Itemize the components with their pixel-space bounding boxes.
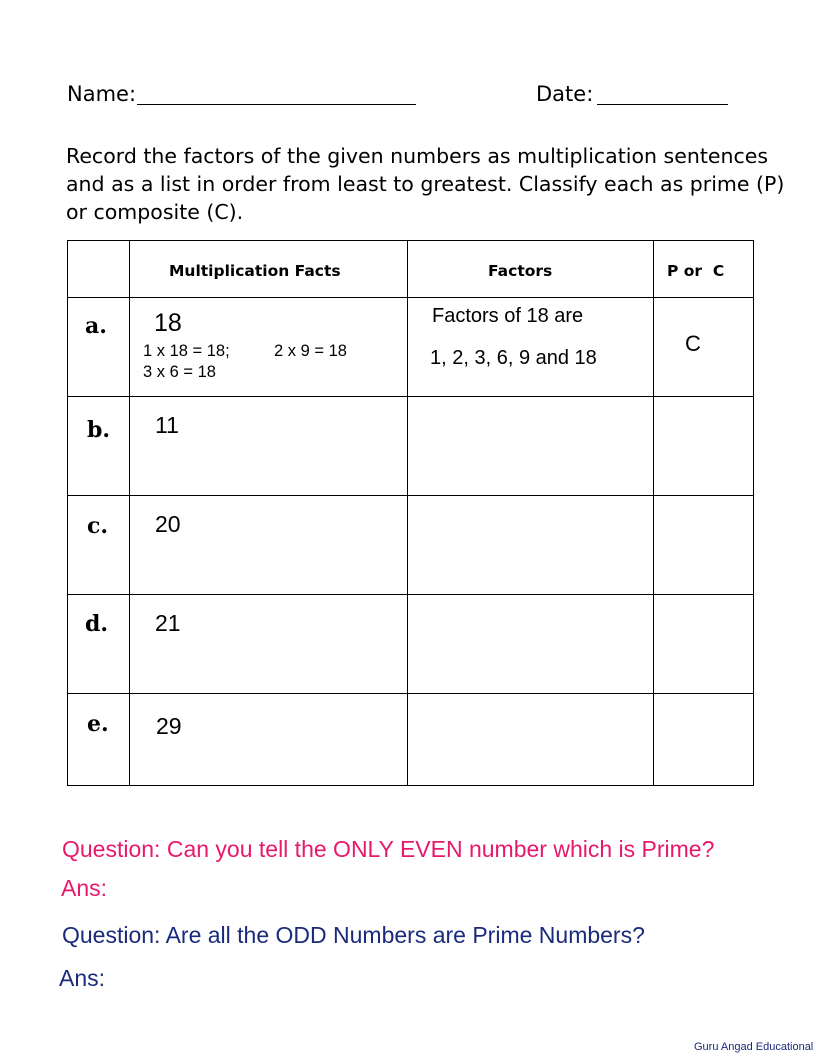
factors-a-line-2: 1, 2, 3, 6, 9 and 18: [430, 347, 597, 369]
name-label: Name:: [67, 82, 137, 106]
factors-a-line-1: Factors of 18 are: [432, 305, 584, 327]
question-odd-prime: Question: Are all the ODD Numbers are Prime Numbers?: [62, 922, 645, 948]
row-number-c: 20: [155, 511, 181, 537]
date-line[interactable]: [597, 104, 728, 105]
date-label: Date:: [536, 82, 594, 106]
column-header-multiplication-facts: Multiplication Facts: [169, 262, 341, 280]
column-header-p-or-c: P or C: [667, 262, 725, 280]
table-divider: [68, 594, 753, 595]
classification-a: C: [685, 331, 701, 356]
footer-credit: Guru Angad Educational: [694, 1041, 814, 1053]
instruction-line-3: or composite (C).: [66, 200, 244, 224]
table-divider: [68, 495, 753, 496]
row-number-a: 18: [154, 309, 182, 337]
row-number-e: 29: [156, 713, 182, 739]
fact-a-3: 3 x 6 = 18: [143, 363, 216, 381]
table-divider: [407, 241, 408, 785]
instruction-line-2: and as a list in order from least to greatest. Classify each as prime (P): [66, 172, 785, 196]
name-line[interactable]: [137, 104, 416, 105]
question-even-prime: Question: Can you tell the ONLY EVEN number which is Prime?: [62, 836, 715, 862]
fact-a-2: 2 x 9 = 18: [274, 342, 347, 360]
table-divider: [68, 396, 753, 397]
answer-label-2: Ans:: [59, 965, 106, 991]
row-number-b: 11: [155, 412, 179, 438]
row-number-d: 21: [155, 610, 181, 636]
table-divider: [68, 297, 753, 298]
row-letter-d: d.: [85, 611, 109, 637]
fact-a-1: 1 x 18 = 18;: [143, 342, 230, 360]
table-divider: [68, 693, 753, 694]
row-letter-a: a.: [85, 313, 107, 339]
instruction-line-1: Record the factors of the given numbers as multiplication sentences: [66, 144, 769, 168]
row-letter-b: b.: [87, 417, 111, 443]
table-divider: [129, 241, 130, 785]
name-label-row: [67, 82, 136, 106]
answer-label-1: Ans:: [61, 875, 108, 901]
date-label-row: [536, 82, 593, 106]
row-letter-e: e.: [87, 711, 109, 737]
table-divider: [653, 241, 654, 785]
row-letter-c: c.: [87, 513, 109, 539]
column-header-factors: Factors: [488, 262, 553, 280]
